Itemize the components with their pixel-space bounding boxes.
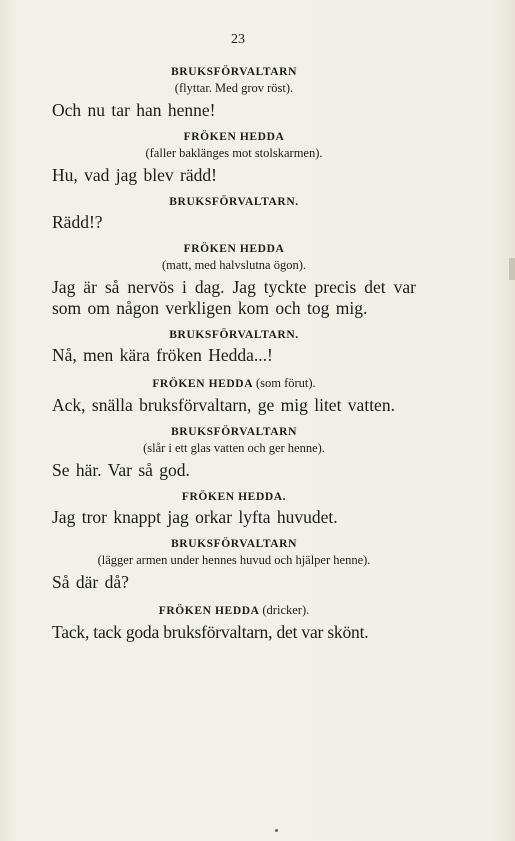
speaker-label: FRÖKEN HEDDA [158,605,259,617]
script-block-3 [52,196,416,233]
dialogue-line: Rädd!? [52,212,103,232]
script-block-6 [52,376,416,416]
speaker-name: BRUKSFÖRVALTARN [171,426,297,438]
stage-direction: (lägger armen under hennes huvud och hjälper henne). [97,553,371,567]
script-block-10 [52,603,416,643]
speaker-name: BRUKSFÖRVALTARN [171,66,297,78]
speaker-name: FRÖKEN HEDDA. [181,491,287,503]
dialogue-line: Hu, vad jag blev rädd! [52,165,217,185]
speaker-name: FRÖKEN HEDDA [183,131,285,143]
script-block-8 [52,491,416,528]
speaker-name: FRÖKEN HEDDA [183,243,285,255]
speaker-name [52,376,416,391]
dialogue-line: Så där då? [52,572,129,592]
speaker-name: BRUKSFÖRVALTARN. [169,329,299,341]
speaker-name [52,603,416,618]
page-edge-mark [509,258,515,280]
dialogue-line: Och nu tar han henne! [52,100,216,120]
stage-direction: (faller baklänges mot stolskarmen). [145,146,323,160]
dialogue-line: Ack, snälla bruksförvaltarn, ge mig litet vatten. [52,395,395,415]
script-block-2 [52,131,416,186]
script-block-1 [52,66,416,121]
script-block-4 [52,243,416,319]
dialogue-line: Jag tror knappt jag orkar lyfta huvudet. [52,507,338,527]
speaker-name: BRUKSFÖRVALTARN. [169,196,299,208]
script-block-7 [52,426,416,481]
page-content [52,32,416,643]
speaker-label: FRÖKEN HEDDA [152,378,253,390]
stage-direction: (matt, med halvslutna ögon). [161,258,307,272]
page-speck [275,829,278,832]
dialogue-line: Jag är så nervös i dag. Jag tyckte precis det var som om någon verkligen kom och tog mig. [52,277,416,318]
speaker-name: BRUKSFÖRVALTARN [171,538,297,550]
dialogue-line: Tack, tack goda bruksförvaltarn, det var skönt. [52,622,369,642]
dialogue-line: Nå, men kära fröken Hedda...! [52,345,273,365]
script-block-5 [52,329,416,366]
speaker-note: (dricker). [262,603,310,617]
script-block-9 [52,538,416,593]
speaker-note: (som förut). [255,376,316,390]
stage-direction: (flyttar. Med grov röst). [174,81,294,95]
page-number: 23 [231,32,245,47]
stage-direction: (slår i ett glas vatten och ger henne). [143,441,325,455]
dialogue-line: Se här. Var så god. [52,460,190,480]
